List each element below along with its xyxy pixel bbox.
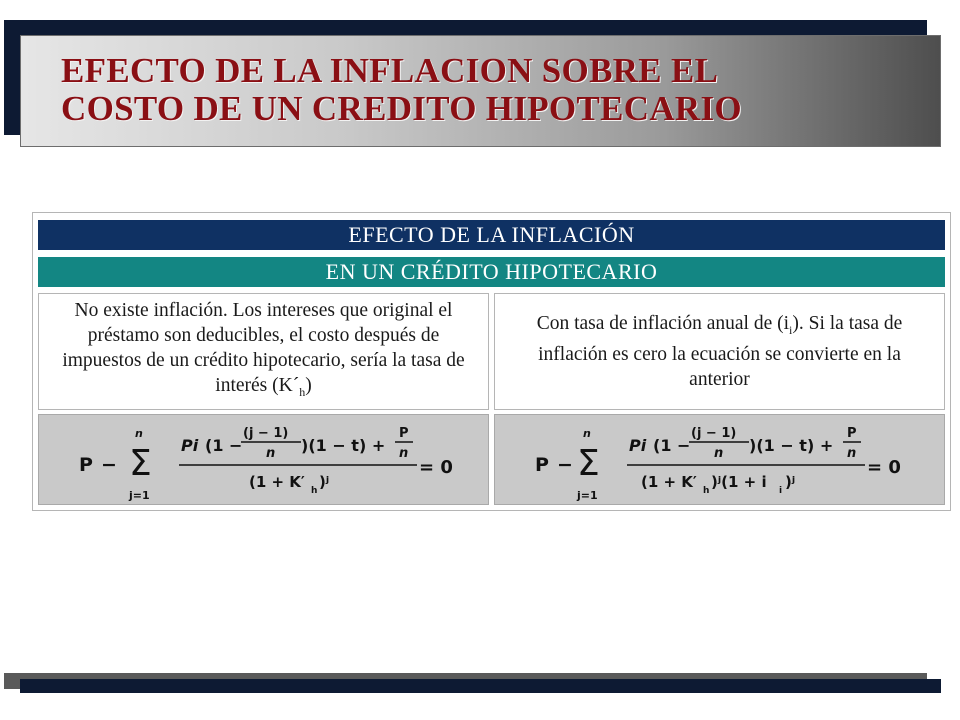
bottom-bar [20,679,941,693]
formula-left-num-open: (1 − [205,436,243,455]
title-banner [20,35,941,147]
formula-with-inflation [494,414,945,505]
formula-right-den: (1 + K′ [641,473,697,491]
formula-left-den-sub: h [311,486,318,496]
slide-title [61,52,742,128]
no-inflation-subscript: h [299,384,306,399]
formula-left-num-close: )(1 − t) + [301,436,386,455]
formula-right-equals: = 0 [867,457,901,478]
formula-right-den-tail-2: )ʲ [785,473,796,491]
formula-left-p-bot: n [399,446,409,461]
formula-right-den-sub-2: i [779,486,783,496]
formula-left-frac-bot: n [266,446,276,461]
inflation-table [32,212,951,511]
formula-left-p: P [79,454,93,476]
formula-right-sum-upper: n [583,427,591,440]
slide-title-line-2: COSTO DE UN CREDITO HIPOTECARIO [61,89,742,128]
table-header-secondary: EN UN CRÉDITO HIPOTECARIO [38,257,945,287]
formula-right-sum-lower: j=1 [577,489,598,502]
slide-title-line-1: EFECTO DE LA INFLACION SOBRE EL [61,51,719,90]
no-inflation-description [38,293,489,410]
formula-left-den-tail: )ʲ [319,473,330,491]
formula-right-frac-top: (j − 1) [691,426,737,441]
with-inflation-description [494,293,945,410]
formula-right-minus: − [557,454,573,476]
no-inflation-text [41,298,487,405]
formula-left-sum-upper: n [135,427,143,440]
no-inflation-text-main: No existe inflación. Los intereses que original el préstamo son deducibles, el costo después de impuestos de un crédito hipotecario, sería la tasa de interés (K´ [62,300,465,397]
formula-right-p-top: P [847,426,857,441]
with-inflation-text-main: Con tasa de inflación anual de (i [536,312,790,334]
formula-right-den-sub: h [703,486,710,496]
formula-left-frac-top: (j − 1) [243,426,289,441]
formula-right-frac-bot: n [714,446,724,461]
no-inflation-text-tail: ) [305,375,312,397]
formula-left-sum-lower: j=1 [129,489,150,502]
formula-left-num-pi: Pi [181,436,199,455]
formula-left-minus: − [101,454,117,476]
with-inflation-text-tail: ). Si la tasa de inflación es cero la ecuación se convierte en la anterior [538,312,903,391]
with-inflation-subscript: i [789,322,793,337]
formula-right-num-close: )(1 − t) + [749,436,834,455]
formula-right-p-bot: n [847,446,857,461]
formula-left-p-top: P [399,426,409,441]
formula-right-p: P [535,454,549,476]
formula-no-inflation [38,414,489,505]
formula-right-num-open: (1 − [653,436,691,455]
formula-right-sum-icon: Σ [577,443,600,484]
formula-left-sum-icon: Σ [129,443,152,484]
table-header-primary: EFECTO DE LA INFLACIÓN [38,220,945,250]
with-inflation-text [507,311,933,393]
formula-left-den: (1 + K′ [249,473,305,491]
formula-right-den-tail: )ʲ(1 + i [711,473,767,491]
formula-left-equals: = 0 [419,457,453,478]
formula-right-num-pi: Pi [629,436,647,455]
